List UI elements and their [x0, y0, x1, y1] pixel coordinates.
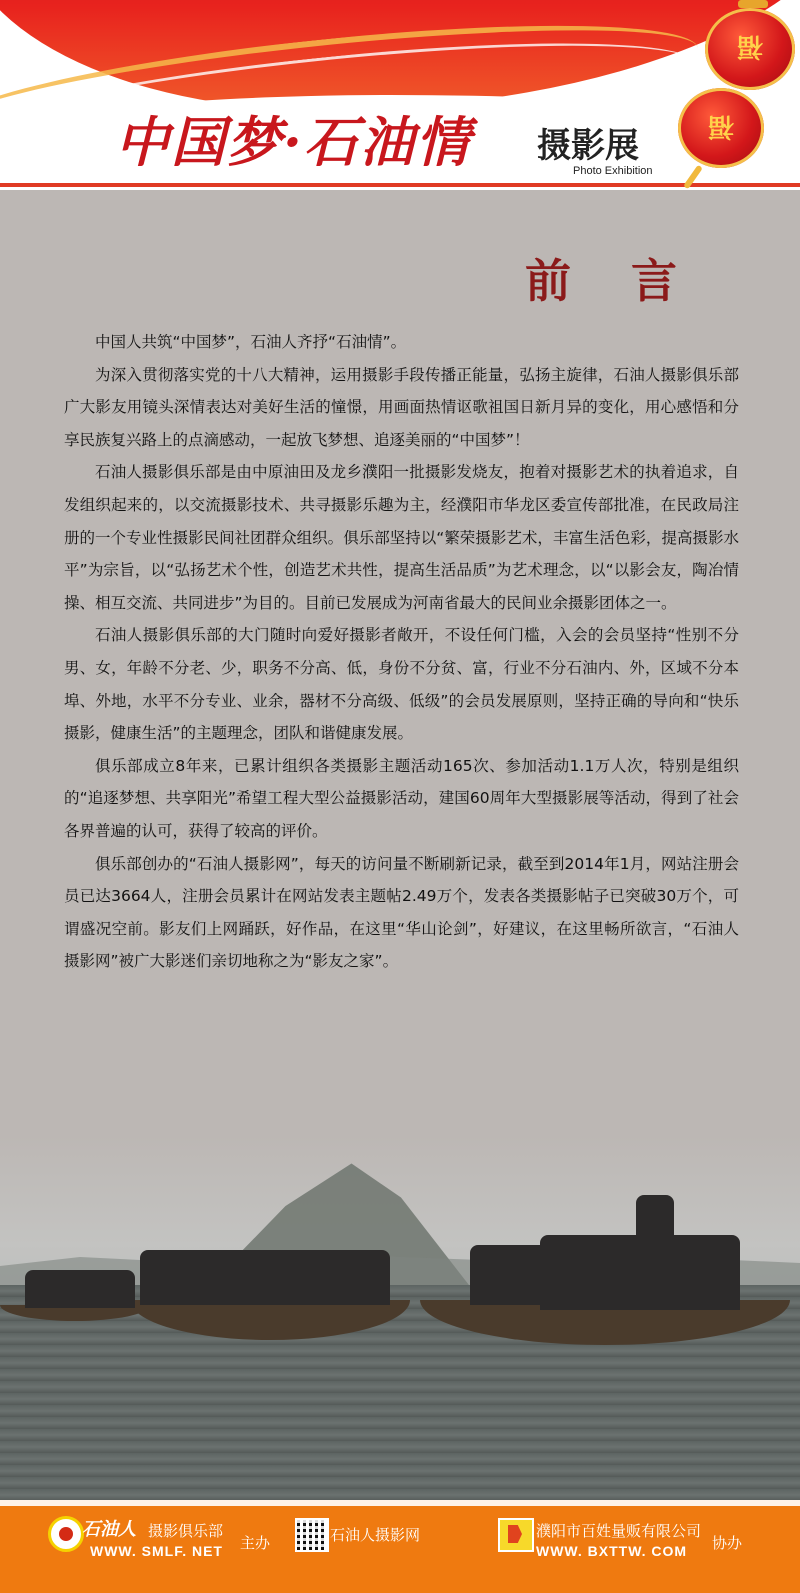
header-banner: [0, 0, 800, 190]
shiyouren-logo-icon: [48, 1516, 84, 1552]
lantern-cap-icon: [738, 0, 768, 8]
lantern-icon: [705, 8, 795, 90]
footer-top-stripe: [0, 1500, 800, 1506]
preface-title: 前言: [525, 254, 737, 308]
header-divider: [0, 183, 800, 187]
bxttw-logo-icon: [498, 1518, 534, 1552]
org3-role: 协办: [712, 1534, 743, 1552]
org3-url[interactable]: WWW. BXTTW. COM: [536, 1543, 688, 1559]
preface-paragraph: 俱乐部创办的“石油人摄影网”，每天的访问量不断刷新记录，截至到2014年1月，网站注册会员已达3664人，注册会员累计在网站发表主题帖2.49万个，发表各类摄影帖子已突破30万个，可谓盛况空前。影友们上网踊跃，好作品，在这里“华山论剑”，好建议，在这里畅所欲言，“石油人摄影网”被广大影迷们亲切地称之为“影友之家”。: [64, 854, 739, 971]
photographers-group: [25, 1270, 135, 1308]
org1-logo-text: 石油人: [82, 1519, 136, 1540]
qr-code-icon: [295, 1518, 329, 1552]
org1-role: 主办: [240, 1534, 271, 1552]
org3-name: 濮阳市百姓量贩有限公司: [536, 1522, 702, 1540]
preface-paragraph: 石油人摄影俱乐部的大门随时向爱好摄影者敞开，不设任何门槛，入会的会员坚持“性别不分男、女，年龄不分老、少，职务不分高、低，身份不分贫、富，行业不分石油内、外，区域不分本埠、外地，水平不分专业、业余，器材不分高级、低级”的会员发展原则，坚持正确的导向和“快乐摄影，健康生活”的主题理念，团队和谐健康发展。: [64, 626, 739, 743]
lantern-icon: [678, 88, 764, 168]
lantern-char: 福: [737, 31, 764, 61]
exhibition-title: 中国梦·石油情: [115, 110, 472, 174]
lake-boats-photo: [0, 1135, 800, 1500]
preface-paragraph: 石油人摄影俱乐部是由中原油田及龙乡濮阳一批摄影发烧友，抱着对摄影艺术的执着追求，自发组织起来的，以交流摄影技术、共寻摄影乐趣为主，经濮阳市华龙区委宣传部批准，在民政局注册的一个专业性摄影民间社团群众组织。俱乐部坚持以“繁荣摄影艺术，丰富生活色彩，提高摄影水平”为宗旨，以“弘扬艺术个性，创造艺术共性，提高生活品质”为艺术理念，以“以影会友，陶冶情操、相互交流、共同进步”为目的。目前已发展成为河南省最大的民间业余摄影团体之一。: [64, 463, 739, 612]
exhibition-subtitle: 摄影展: [537, 126, 639, 166]
preface-paragraph: 俱乐部成立8年来，已累计组织各类摄影主题活动165次、参加活动1.1万人次，特别是组织的“追逐梦想、共享阳光”希望工程大型公益摄影活动，建国60周年大型摄影展等活动，得到了社会各界普遍的认可，获得了较高的评价。: [64, 756, 739, 840]
lantern-char: 福: [708, 111, 735, 141]
exhibition-english-title: Photo Exhibition: [573, 165, 653, 177]
preface-paragraph: 中国人共筑“中国梦”，石油人齐抒“石油情”。: [95, 333, 407, 351]
preface-paragraph: 为深入贯彻落实党的十八大精神，运用摄影手段传播正能量，弘扬主旋律，石油人摄影俱乐部广大影友用镜头深情表达对美好生活的憧憬，用画面热情讴歌祖国日新月异的变化，用心感悟和分享民族复兴路上的点滴感动，一起放飞梦想、追逐美丽的“中国梦”！: [64, 365, 739, 449]
photographers-group: [140, 1250, 390, 1305]
standing-photographer: [636, 1195, 674, 1255]
org1-name: 摄影俱乐部: [148, 1522, 224, 1540]
preface-body: [64, 326, 739, 978]
org1-url[interactable]: WWW. SMLF. NET: [90, 1543, 223, 1559]
org2-name: 石油人摄影网: [330, 1526, 421, 1544]
